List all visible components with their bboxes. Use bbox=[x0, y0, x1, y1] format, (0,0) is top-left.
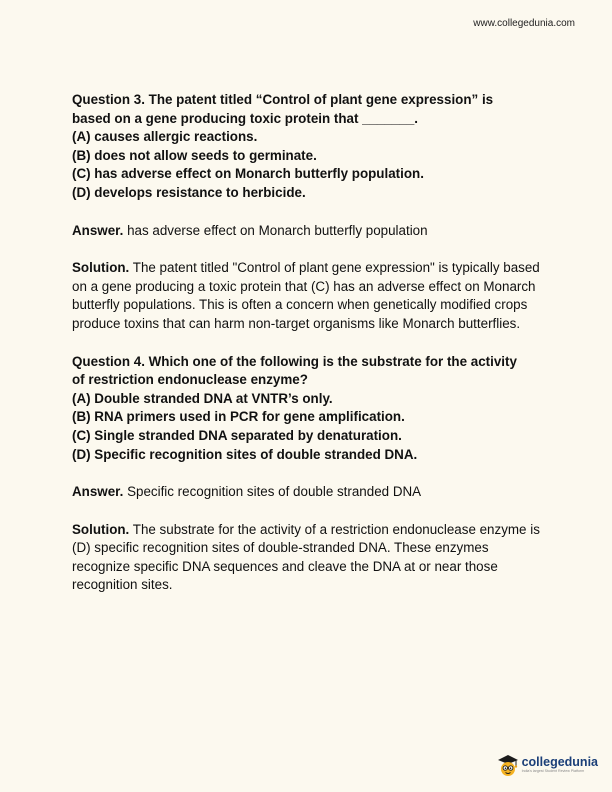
option-d: (D) Specific recognition sites of double stranded DNA. bbox=[72, 446, 418, 462]
answer-text: has adverse effect on Monarch butterfly population bbox=[123, 222, 428, 238]
answer-text: Specific recognition sites of double stranded DNA bbox=[123, 484, 422, 500]
option-c: (C) Single stranded DNA separated by denaturation. bbox=[72, 427, 402, 443]
option-a: (A) causes allergic reactions. bbox=[72, 129, 258, 145]
solution-4 bbox=[72, 521, 542, 595]
solution-3 bbox=[72, 259, 542, 333]
question-line: based on a gene producing toxic protein that _______. bbox=[72, 110, 419, 126]
solution-label: Solution. bbox=[72, 521, 130, 537]
site-url[interactable]: www.collegedunia.com bbox=[473, 18, 575, 29]
solution-text: The patent titled "Control of plant gene expression" is typically based on a gene producing a toxic protein that (C) has an adverse effect on Monarch butterfly populations. This is often a concern when genetically modified crops produce toxins that can harm non-target organisms like Monarch butterflies. bbox=[72, 260, 540, 331]
question-4 bbox=[72, 353, 542, 465]
question-line: Question 4. Which one of the following is the substrate for the activity bbox=[72, 353, 517, 369]
logo-name: collegedunia bbox=[521, 755, 598, 769]
answer-4 bbox=[72, 483, 542, 502]
answer-label: Answer. bbox=[72, 222, 124, 238]
option-c: (C) has adverse effect on Monarch butterfly population. bbox=[72, 166, 424, 182]
graduate-mascot-icon bbox=[496, 752, 520, 778]
collegedunia-logo[interactable] bbox=[496, 752, 598, 778]
question-line: of restriction endonuclease enzyme? bbox=[72, 372, 308, 388]
option-b: (B) RNA primers used in PCR for gene amplification. bbox=[72, 409, 405, 425]
option-a: (A) Double stranded DNA at VNTR’s only. bbox=[72, 390, 333, 406]
page-content bbox=[72, 91, 542, 614]
answer-label: Answer. bbox=[72, 484, 124, 500]
option-b: (B) does not allow seeds to germinate. bbox=[72, 147, 317, 163]
question-line: Question 3. The patent titled “Control of plant gene expression” is bbox=[72, 92, 494, 107]
solution-text: The substrate for the activity of a restriction endonuclease enzyme is (D) specific recognition sites of double-stranded DNA. These enzymes recognize specific DNA sequences and cleave the DNA at or near those recognition sites. bbox=[72, 521, 540, 593]
option-d: (D) develops resistance to herbicide. bbox=[72, 184, 306, 200]
logo-tagline: India's largest Student Review Platform bbox=[521, 769, 585, 773]
question-3 bbox=[72, 91, 542, 203]
answer-3 bbox=[72, 222, 542, 241]
solution-label: Solution. bbox=[72, 260, 130, 276]
